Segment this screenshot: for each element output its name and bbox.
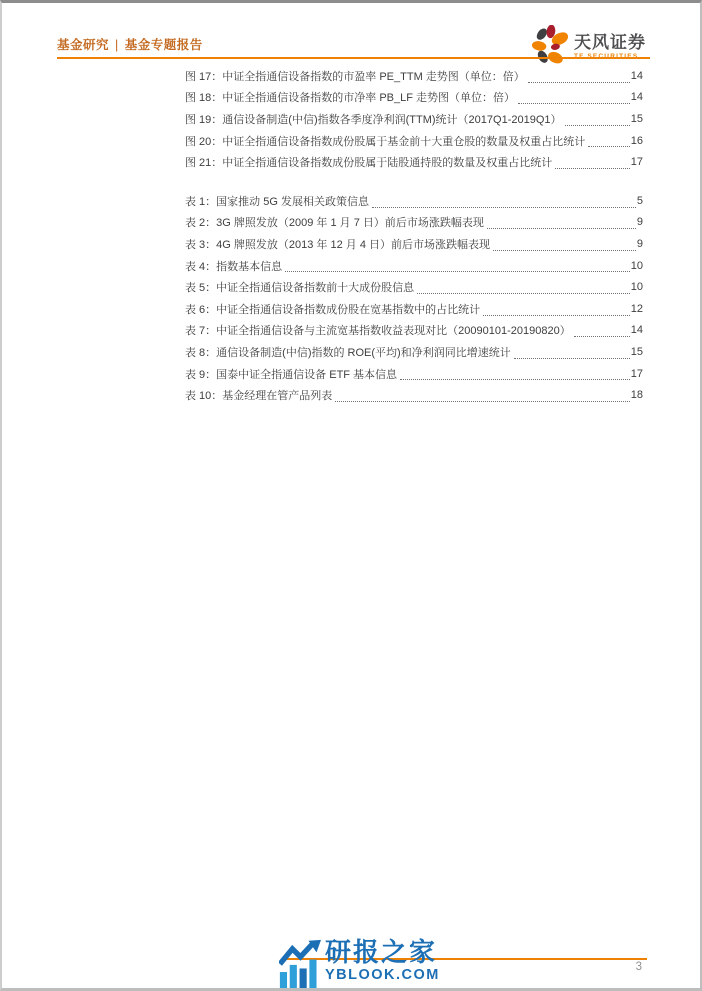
toc-item[interactable] <box>185 384 643 406</box>
toc-leader-dots <box>565 125 630 126</box>
watermark-name: 研报之家 <box>325 937 438 967</box>
toc-item-label: 表 3：4G 牌照发放（2013 年 12 月 4 日）前后市场涨跌幅表现 <box>185 238 491 251</box>
toc-item-label: 表 8：通信设备制造(中信)指数的 ROE(平均)和净利润同比增速统计 <box>185 346 511 359</box>
toc-item[interactable] <box>185 341 643 363</box>
watermark-site: YBLOOK.COM <box>325 967 440 983</box>
toc-leader-dots <box>588 146 629 147</box>
toc-item-label: 图 21：中证全指通信设备指数成份股属于陆股通持股的数量及权重占比统计 <box>185 157 553 170</box>
toc-item-label: 表 5：中证全指通信设备指数前十大成份股信息 <box>185 282 415 295</box>
toc-item[interactable] <box>185 363 643 385</box>
toc-leader-dots <box>335 401 629 402</box>
chart-arrow-icon <box>279 939 321 991</box>
header-section-label: 基金研究 <box>57 38 110 52</box>
toc-leader-dots <box>514 358 630 359</box>
toc-item-page: 15 <box>630 112 643 125</box>
toc-item[interactable] <box>185 298 643 320</box>
toc-item-page: 5 <box>636 194 643 207</box>
toc-item-page: 14 <box>630 91 643 104</box>
toc-item[interactable] <box>185 65 643 87</box>
toc-item-page: 14 <box>630 324 643 337</box>
toc-item-page: 10 <box>630 259 643 272</box>
toc-leader-dots <box>555 168 629 169</box>
toc-item-label: 图 20：中证全指通信设备指数成份股属于基金前十大重仓股的数量及权重占比统计 <box>185 135 586 148</box>
toc-leader-dots <box>400 379 630 380</box>
report-header-title <box>57 35 203 53</box>
toc-item-page: 12 <box>630 302 643 315</box>
toc-item-page: 18 <box>630 389 643 402</box>
toc-item[interactable] <box>185 233 643 255</box>
toc-item[interactable] <box>185 190 643 212</box>
toc-leader-dots <box>493 250 636 251</box>
toc-item-label: 表 4：指数基本信息 <box>185 260 283 273</box>
header-report-type: 基金专题报告 <box>124 38 203 52</box>
toc-leader-dots <box>574 336 630 337</box>
header-divider: | <box>115 38 119 52</box>
toc-item-page: 15 <box>630 345 643 358</box>
toc-item-page: 17 <box>630 156 643 169</box>
toc-leader-dots <box>285 271 630 272</box>
tf-securities-logo <box>531 25 646 70</box>
toc-figures-list <box>185 65 643 173</box>
toc-item[interactable] <box>185 255 643 277</box>
toc-leader-dots <box>518 103 630 104</box>
tf-flower-icon <box>531 25 569 70</box>
toc-item-page: 17 <box>630 367 643 380</box>
toc-item-page: 14 <box>630 69 643 82</box>
toc-item-label: 图 18：中证全指通信设备指数的市净率 PB_LF 走势图（单位：倍） <box>185 92 516 105</box>
toc-item[interactable] <box>185 151 643 173</box>
toc-item-label: 图 17：中证全指通信设备指数的市盈率 PE_TTM 走势图（单位：倍） <box>185 70 525 83</box>
toc-leader-dots <box>528 82 630 83</box>
toc-item-label: 表 9：国泰中证全指通信设备 ETF 基本信息 <box>185 368 398 381</box>
toc-item[interactable] <box>185 108 643 130</box>
toc-item[interactable] <box>185 320 643 342</box>
toc <box>185 65 643 406</box>
toc-item[interactable] <box>185 276 643 298</box>
toc-leader-dots <box>487 228 636 229</box>
toc-item-page: 9 <box>636 216 643 229</box>
toc-item-label: 表 2：3G 牌照发放（2009 年 1 月 7 日）前后市场涨跌幅表现 <box>185 217 484 230</box>
toc-item-label: 表 6：中证全指通信设备指数成份股在宽基指数中的占比统计 <box>185 303 481 316</box>
page-number: 3 <box>635 961 642 973</box>
toc-leader-dots <box>483 315 630 316</box>
toc-leader-dots <box>372 207 636 208</box>
toc-item[interactable] <box>185 87 643 109</box>
toc-item-label: 表 1：国家推动 5G 发展相关政策信息 <box>185 195 369 208</box>
toc-item[interactable] <box>185 212 643 234</box>
ybook-watermark-logo <box>279 939 440 991</box>
toc-item-page: 16 <box>630 134 643 147</box>
toc-item-label: 图 19：通信设备制造(中信)指数各季度净利润(TTM)统计（2017Q1-2019Q1） <box>185 113 562 126</box>
toc-item-label: 表 10：基金经理在管产品列表 <box>185 390 333 403</box>
toc-item-page: 10 <box>630 281 643 294</box>
toc-leader-dots <box>417 293 630 294</box>
brand-name-cn: 天风证券 <box>574 33 646 53</box>
header-rule <box>57 57 650 59</box>
toc-item[interactable] <box>185 130 643 152</box>
toc-item-page: 9 <box>636 237 643 250</box>
toc-tables-list <box>185 190 643 406</box>
toc-item-label: 表 7：中证全指通信设备与主流宽基指数收益表现对比（20090101-20190820） <box>185 325 571 338</box>
